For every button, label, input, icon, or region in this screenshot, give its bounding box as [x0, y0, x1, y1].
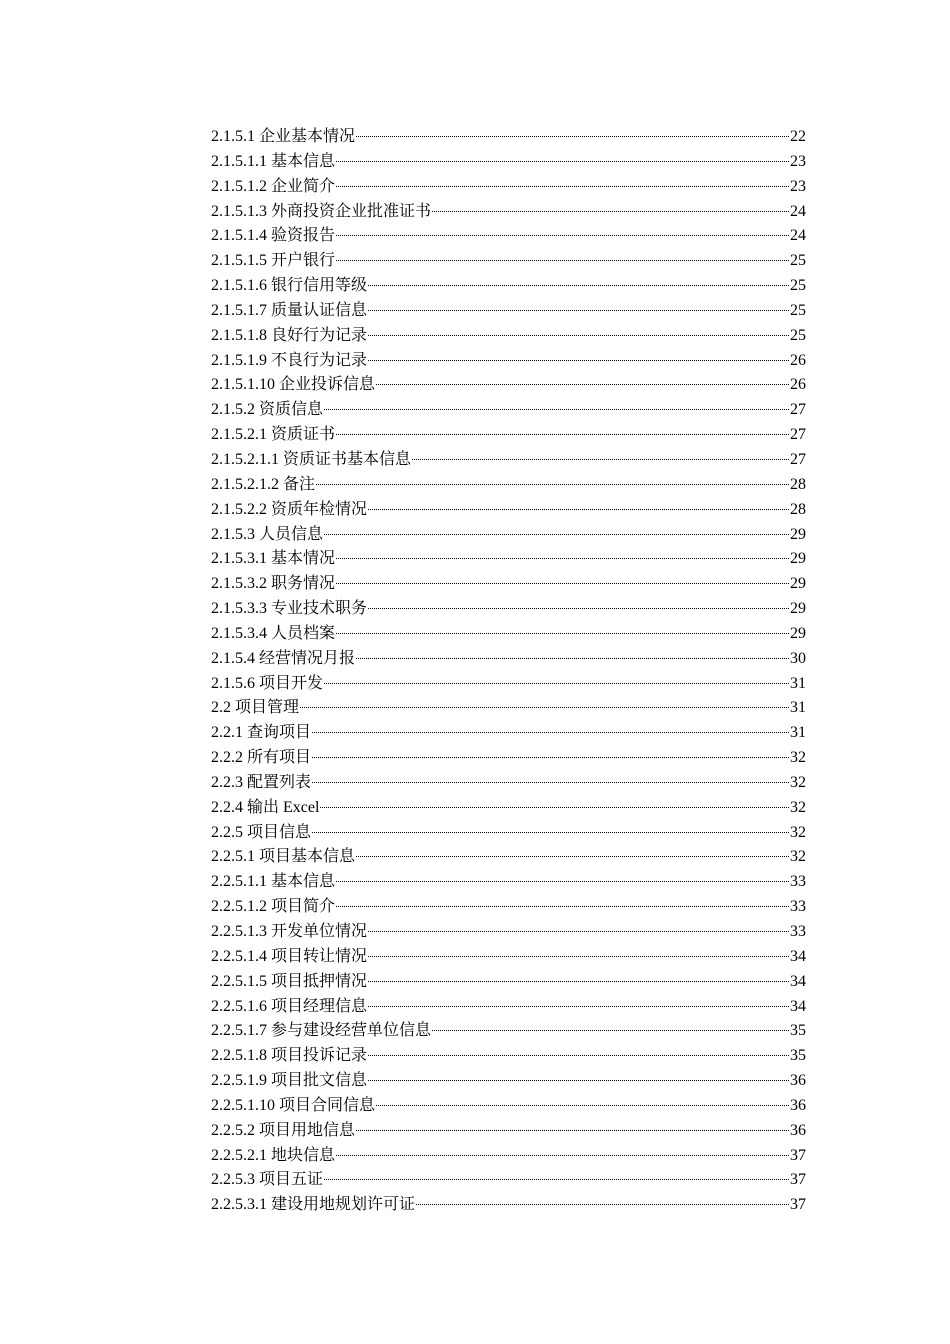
- toc-entry[interactable]: [211, 597, 806, 622]
- toc-entry[interactable]: [211, 547, 806, 572]
- toc-entry[interactable]: [211, 672, 806, 697]
- toc-entry[interactable]: [211, 498, 806, 523]
- toc-entry-page-number: 37: [790, 1171, 806, 1189]
- toc-entry[interactable]: [211, 200, 806, 225]
- toc-entry[interactable]: [211, 721, 806, 746]
- toc-dot-leader: [316, 484, 789, 485]
- toc-entry[interactable]: [211, 398, 806, 423]
- toc-entry[interactable]: [211, 324, 806, 349]
- toc-dot-leader: [336, 1155, 789, 1156]
- toc-entry-page-number: 23: [790, 177, 806, 195]
- toc-entry-title: 2.1.5.4 经营情况月报: [211, 649, 356, 667]
- toc-entry-title: 2.1.5.1.4 验资报告: [211, 227, 336, 245]
- toc-dot-leader: [336, 906, 789, 907]
- toc-entry-page-number: 24: [790, 202, 806, 220]
- toc-dot-leader: [368, 310, 789, 311]
- toc-entry-page-number: 32: [790, 848, 806, 866]
- toc-entry[interactable]: [211, 349, 806, 374]
- toc-entry-page-number: 37: [790, 1196, 806, 1214]
- toc-entry-page-number: 24: [790, 227, 806, 245]
- toc-dot-leader: [336, 881, 789, 882]
- toc-dot-leader: [324, 1179, 789, 1180]
- toc-entry-page-number: 27: [790, 426, 806, 444]
- toc-entry-title: 2.2.3 配置列表: [211, 773, 312, 791]
- toc-entry-page-number: 29: [790, 600, 806, 618]
- toc-entry-page-number: 31: [790, 674, 806, 692]
- toc-entry-title: 2.1.5.3.4 人员档案: [211, 624, 336, 642]
- toc-entry-title: 2.2.5.1 项目基本信息: [211, 848, 356, 866]
- toc-dot-leader: [300, 707, 789, 708]
- toc-dot-leader: [356, 658, 789, 659]
- toc-entry-page-number: 32: [790, 823, 806, 841]
- toc-dot-leader: [368, 360, 789, 361]
- toc-entry[interactable]: [211, 870, 806, 895]
- toc-dot-leader: [312, 782, 789, 783]
- toc-dot-leader: [336, 235, 789, 236]
- toc-dot-leader: [376, 384, 789, 385]
- toc-entry[interactable]: [211, 746, 806, 771]
- toc-dot-leader: [336, 186, 789, 187]
- toc-dot-leader: [368, 335, 789, 336]
- toc-entry-page-number: 33: [790, 923, 806, 940]
- toc-entry-title: 2.2.5.2 项目用地信息: [211, 1121, 356, 1139]
- toc-entry-title: 2.2.5.1.3 开发单位情况: [211, 923, 368, 940]
- toc-dot-leader: [336, 260, 789, 261]
- toc-entry[interactable]: [211, 945, 806, 970]
- toc-dot-leader: [356, 856, 789, 857]
- toc-entry[interactable]: [211, 1044, 806, 1069]
- toc-entry-page-number: 36: [790, 1096, 806, 1114]
- toc-entry-title: 2.2.5.1.1 基本信息: [211, 873, 336, 891]
- toc-entry[interactable]: [211, 572, 806, 597]
- toc-dot-leader: [368, 509, 789, 510]
- toc-entry-title: 2.1.5.1.2 企业简介: [211, 177, 336, 195]
- toc-dot-leader: [324, 534, 789, 535]
- toc-entry-page-number: 34: [790, 997, 806, 1015]
- toc-entry[interactable]: [211, 249, 806, 274]
- toc-dot-leader: [368, 981, 789, 982]
- toc-entry-title: 2.2.5.1.2 项目简介: [211, 898, 336, 916]
- toc-dot-leader: [368, 608, 789, 609]
- toc-entry-title: 2.2.1 查询项目: [211, 724, 312, 742]
- toc-dot-leader: [356, 136, 789, 137]
- toc-dot-leader: [432, 211, 789, 212]
- toc-entry-page-number: 25: [790, 301, 806, 319]
- toc-entry-title: 2.1.5.1.5 开户银行: [211, 252, 336, 270]
- toc-entry-page-number: 35: [790, 1022, 806, 1040]
- toc-entry-page-number: 30: [790, 649, 806, 667]
- toc-entry[interactable]: [211, 1119, 806, 1144]
- toc-entry[interactable]: [211, 224, 806, 249]
- toc-entry-page-number: 29: [790, 525, 806, 543]
- toc-entry-title: 2.2.5.3 项目五证: [211, 1171, 324, 1189]
- toc-entry[interactable]: [211, 1069, 806, 1094]
- toc-entry[interactable]: [211, 895, 806, 920]
- toc-entry-title: 2.2.5 项目信息: [211, 823, 312, 841]
- toc-entry[interactable]: [211, 920, 806, 945]
- toc-entry-page-number: 36: [790, 1121, 806, 1139]
- toc-entry-page-number: 29: [790, 624, 806, 642]
- toc-entry-title: 2.1.5.1.7 质量认证信息: [211, 301, 368, 319]
- toc-entry-title: 2.2.4 输出 Excel: [211, 798, 320, 816]
- toc-entry-title: 2.2 项目管理: [211, 699, 300, 717]
- toc-dot-leader: [324, 409, 789, 410]
- toc-entry[interactable]: [211, 448, 806, 473]
- toc-entry[interactable]: [211, 1019, 806, 1044]
- toc-entry[interactable]: [211, 125, 806, 150]
- toc-entry[interactable]: [211, 796, 806, 821]
- toc-entry-title: 2.1.5.2.1.1 资质证书基本信息: [211, 450, 412, 468]
- toc-entry-title: 2.1.5.1.6 银行信用等级: [211, 277, 368, 295]
- toc-entry-page-number: 35: [790, 1047, 806, 1065]
- toc-entry[interactable]: [211, 845, 806, 870]
- toc-entry-page-number: 32: [790, 773, 806, 791]
- toc-entry-page-number: 32: [790, 798, 806, 816]
- toc-entry-page-number: 27: [790, 401, 806, 419]
- toc-entry-title: 2.1.5.3.3 专业技术职务: [211, 600, 368, 618]
- toc-entry[interactable]: [211, 821, 806, 846]
- toc-entry-page-number: 25: [790, 326, 806, 344]
- toc-entry-title: 2.1.5.1.8 良好行为记录: [211, 326, 368, 344]
- toc-entry-title: 2.2.5.1.8 项目投诉记录: [211, 1047, 368, 1065]
- toc-entry-title: 2.2.5.1.5 项目抵押情况: [211, 972, 368, 990]
- toc-entry-title: 2.1.5.2.1.2 备注: [211, 475, 316, 493]
- toc-entry-page-number: 26: [790, 376, 806, 394]
- toc-entry[interactable]: [211, 647, 806, 672]
- toc-entry-page-number: 36: [790, 1072, 806, 1090]
- toc-entry[interactable]: [211, 274, 806, 299]
- toc-entry[interactable]: [211, 1144, 806, 1169]
- toc-dot-leader: [412, 459, 789, 460]
- toc-entry-page-number: 31: [790, 699, 806, 717]
- toc-dot-leader: [324, 683, 789, 684]
- toc-dot-leader: [320, 807, 789, 808]
- toc-dot-leader: [336, 558, 789, 559]
- toc-entry[interactable]: [211, 1094, 806, 1119]
- toc-dot-leader: [312, 757, 789, 758]
- toc-entry[interactable]: [211, 299, 806, 324]
- toc-entry-page-number: 37: [790, 1146, 806, 1164]
- toc-entry[interactable]: [211, 696, 806, 721]
- toc-dot-leader: [368, 1080, 789, 1081]
- toc-entry-title: 2.2.2 所有项目: [211, 749, 312, 767]
- toc-entry-title: 2.1.5.2.1 资质证书: [211, 426, 336, 444]
- table-of-contents: [211, 125, 806, 1218]
- toc-entry[interactable]: [211, 175, 806, 200]
- toc-entry-title: 2.2.5.1.10 项目合同信息: [211, 1096, 376, 1114]
- toc-dot-leader: [368, 956, 789, 957]
- toc-entry-page-number: 28: [790, 500, 806, 518]
- toc-entry[interactable]: [211, 150, 806, 175]
- toc-entry-title: 2.2.5.1.7 参与建设经营单位信息: [211, 1022, 432, 1040]
- toc-entry-page-number: 22: [790, 128, 806, 145]
- toc-entry-page-number: 32: [790, 749, 806, 767]
- toc-entry-title: 2.2.5.1.4 项目转让情况: [211, 947, 368, 965]
- toc-entry-title: 2.1.5.1.3 外商投资企业批准证书: [211, 202, 432, 220]
- toc-dot-leader: [416, 1204, 789, 1205]
- toc-entry-page-number: 26: [790, 351, 806, 369]
- toc-entry-title: 2.1.5.3 人员信息: [211, 525, 324, 543]
- toc-entry-title: 2.2.5.2.1 地块信息: [211, 1146, 336, 1164]
- toc-dot-leader: [368, 285, 789, 286]
- toc-entry-title: 2.2.5.3.1 建设用地规划许可证: [211, 1196, 416, 1214]
- toc-entry-title: 2.1.5.1 企业基本情况: [211, 128, 356, 145]
- toc-entry[interactable]: [211, 995, 806, 1020]
- toc-entry-page-number: 33: [790, 898, 806, 916]
- toc-entry[interactable]: [211, 970, 806, 995]
- toc-dot-leader: [368, 1006, 789, 1007]
- toc-entry-page-number: 31: [790, 724, 806, 742]
- toc-entry-title: 2.2.5.1.9 项目批文信息: [211, 1072, 368, 1090]
- toc-entry[interactable]: [211, 423, 806, 448]
- toc-dot-leader: [368, 1055, 789, 1056]
- toc-entry-title: 2.1.5.1.9 不良行为记录: [211, 351, 368, 369]
- toc-dot-leader: [356, 1130, 789, 1131]
- toc-entry-page-number: 27: [790, 450, 806, 468]
- toc-entry-title: 2.1.5.1.1 基本信息: [211, 152, 336, 170]
- toc-entry[interactable]: [211, 373, 806, 398]
- toc-entry-title: 2.1.5.3.1 基本情况: [211, 550, 336, 568]
- toc-entry[interactable]: [211, 1193, 806, 1218]
- toc-entry-page-number: 23: [790, 152, 806, 170]
- toc-entry[interactable]: [211, 523, 806, 548]
- toc-entry-title: 2.2.5.1.6 项目经理信息: [211, 997, 368, 1015]
- toc-entry-title: 2.1.5.2 资质信息: [211, 401, 324, 419]
- toc-entry-title: 2.1.5.1.10 企业投诉信息: [211, 376, 376, 394]
- toc-dot-leader: [376, 1105, 789, 1106]
- toc-entry-page-number: 29: [790, 550, 806, 568]
- toc-entry[interactable]: [211, 473, 806, 498]
- toc-dot-leader: [336, 633, 789, 634]
- toc-entry-page-number: 25: [790, 277, 806, 295]
- toc-dot-leader: [336, 583, 789, 584]
- toc-entry-title: 2.1.5.6 项目开发: [211, 674, 324, 692]
- toc-entry-page-number: 25: [790, 252, 806, 270]
- toc-entry-title: 2.1.5.3.2 职务情况: [211, 575, 336, 593]
- toc-entry[interactable]: [211, 771, 806, 796]
- toc-entry-page-number: 33: [790, 873, 806, 891]
- toc-dot-leader: [312, 832, 789, 833]
- toc-dot-leader: [336, 434, 789, 435]
- toc-dot-leader: [336, 161, 789, 162]
- toc-entry-page-number: 34: [790, 972, 806, 990]
- toc-entry-page-number: 29: [790, 575, 806, 593]
- toc-dot-leader: [368, 931, 789, 932]
- toc-entry[interactable]: [211, 622, 806, 647]
- toc-dot-leader: [432, 1030, 789, 1031]
- toc-entry-page-number: 34: [790, 947, 806, 965]
- toc-entry-page-number: 28: [790, 475, 806, 493]
- toc-entry-title: 2.1.5.2.2 资质年检情况: [211, 500, 368, 518]
- toc-entry[interactable]: [211, 1168, 806, 1193]
- toc-dot-leader: [312, 732, 789, 733]
